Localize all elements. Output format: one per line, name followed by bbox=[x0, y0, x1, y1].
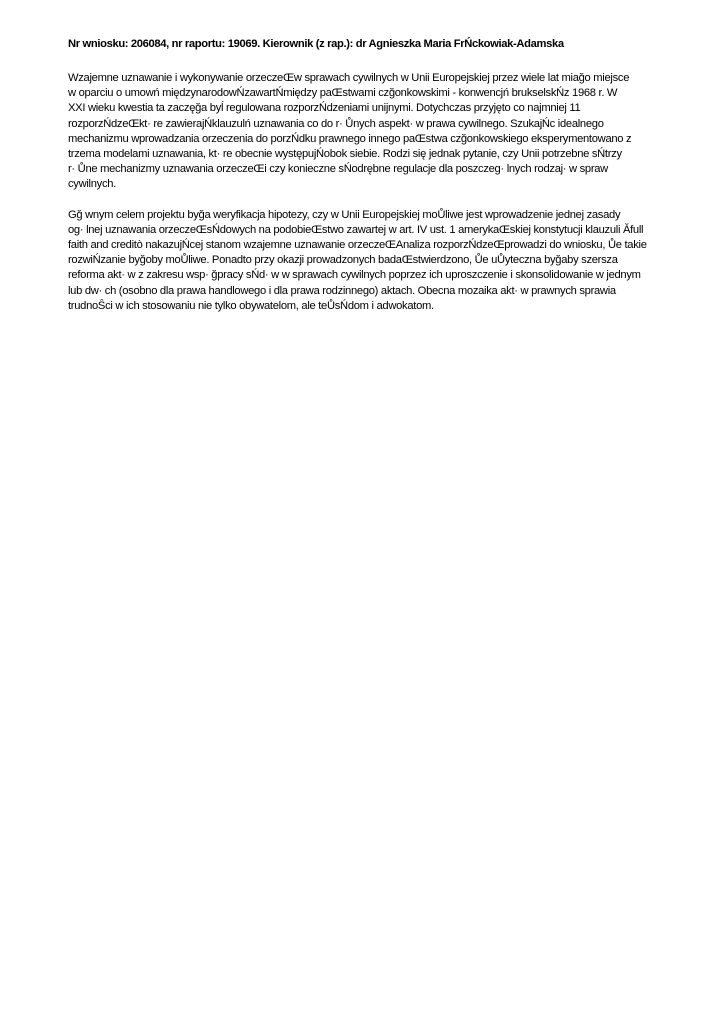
document-page bbox=[68, 36, 660, 329]
text-line: Wzajemne uznawanie i wykonywanie orzeczeŒw sprawach cywilnych w Unii Europejskiej przez wiele lat miağo miejsce bbox=[68, 72, 630, 84]
text-line: trzema modelami uznawania, kt· re obecnie występujŃobok siebie. Rodzi się jednak pytanie, czy Unii potrzebne sŃtrzy bbox=[68, 148, 622, 161]
text-line: Gğ wnym celem projektu byğa weryfikacja hipotezy, czy w Unii Europejskiej moŮliwe jest wprowadzenie jednej zasady bbox=[68, 208, 621, 221]
text-line: XXI wieku kwestia ta zaczęğa byĺ regulowana rozporzŃdzeniami unijnymi. Dotychczas przyjęto co najmniej 11 bbox=[68, 102, 581, 115]
text-line: reforma akt· w z zakresu wsp· ğpracy sŃd· w w sprawach cywilnych poprzez ich uproszczenie i skonsolidowanie w jednym bbox=[68, 269, 641, 282]
text-line: w oparciu o umowń międzynarodowŃzawartŃmiędzy paŒstwami czğonkowskimi - konwencjń brukselskŃz 1968 r. W bbox=[68, 87, 618, 100]
text-line: og· lnej uznawania orzeczeŒsŃdowych na podobieŒstwo zawartej w art. IV ust. 1 amerykaŒskiej konstytucji klauzuli Ăfull bbox=[68, 223, 644, 236]
text-line: rozporzŃdzeŒkt· re zawierajŃklauzulń uznawania co do r· Ůnych aspekt· w prawa cywilnego. SzukajŃc idealnego bbox=[68, 117, 604, 130]
paragraph-2 bbox=[68, 208, 660, 314]
text-line: lub dw· ch (osobno dla prawa handlowego i dla prawa rodzinnego) aktach. Obecna mozaika akt· w prawnych sprawia bbox=[68, 284, 616, 297]
report-header: Nr wniosku: 206084, nr raportu: 19069. Kierownik (z rap.): dr Agnieszka Maria FrŃckowiak-Adamska bbox=[68, 38, 564, 50]
text-line: r· Ůne mechanizmy uznawania orzeczeŒi czy konieczne sŃodrębne regulacje dla poszczeg· lnych rodzaj· w spraw bbox=[68, 163, 608, 176]
text-line: faith and creditò nakazujŃcej stanom wzajemne uznawanie orzeczeŒAnaliza rozporzŃdzeŒprowadzi do wniosku, Ůe takie bbox=[68, 239, 647, 252]
paragraph-1 bbox=[68, 71, 660, 193]
text-line: rozwiŃzanie byğoby moŮliwe. Ponadto przy okazji prowadzonych badaŒstwierdzono, Ůe uŮyteczna byğaby szersza bbox=[68, 254, 618, 267]
text-line: mechanizmu wprowadzania orzeczenia do porzŃdku prawnego innego paŒstwa czğonkowskiego eksperymentowano z bbox=[68, 132, 632, 145]
text-line: trudnoŜci w ich stosowaniu nie tylko obywatelom, ale teŮsŃdom i adwokatom. bbox=[68, 299, 434, 312]
text-line: cywilnych. bbox=[68, 178, 116, 191]
